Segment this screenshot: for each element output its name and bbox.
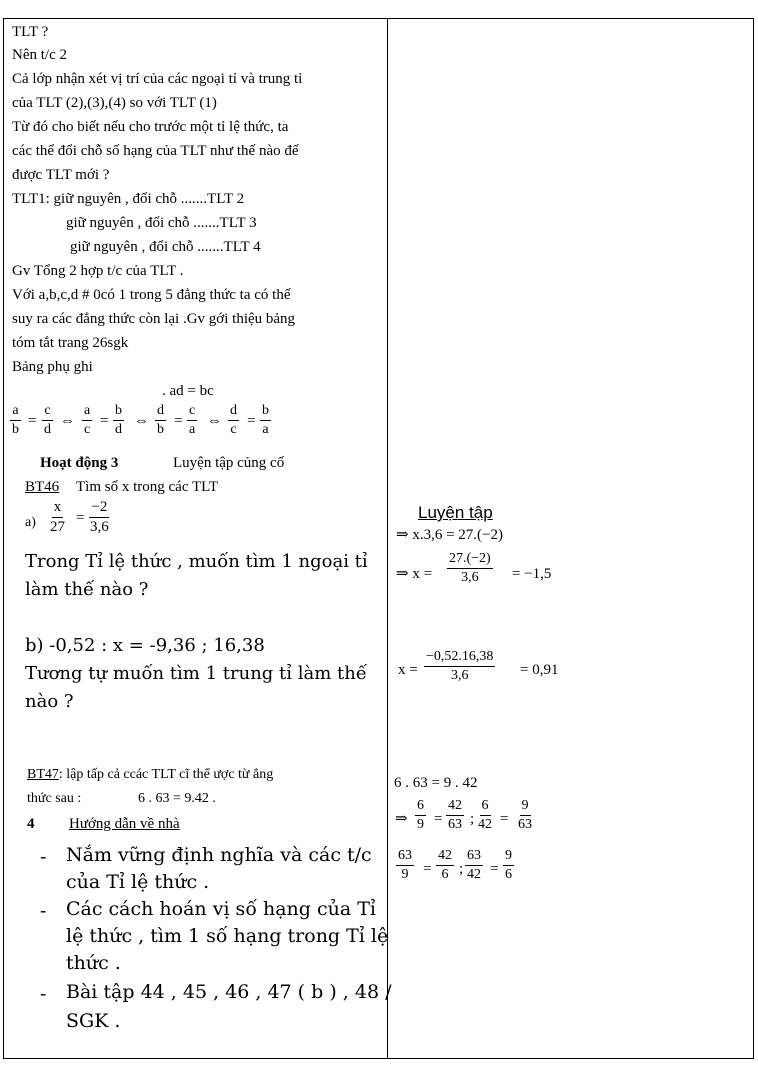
- text-line: các thể đổi chỗ số hạng của TLT như thế nào để: [12, 143, 299, 159]
- part-a-label: a): [25, 515, 36, 530]
- section-4-number: 4: [27, 816, 35, 832]
- bullet-dash: -: [40, 900, 47, 922]
- fraction: $\frac{63}{9}$: [398, 848, 412, 882]
- bullet-line: của Tỉ lệ thức .: [66, 871, 210, 893]
- fraction: $\frac{6}{42}$: [478, 798, 492, 832]
- formula-ad-bc: . ad = bc: [162, 383, 214, 399]
- question-line: Trong Tỉ lệ thức , muốn tìm 1 ngoại tỉ: [25, 551, 368, 572]
- equals-sign: =: [28, 413, 37, 429]
- equation-line: 6 . 63 = 9 . 42: [394, 775, 478, 791]
- separator: ;: [459, 861, 464, 877]
- exercise-46-label: BT46: [25, 479, 60, 495]
- fraction: $\frac{27.(-2)}{3,6}$: [449, 551, 491, 585]
- iff-sign: ⇔: [60, 413, 75, 429]
- activity-3-subtitle: Luyện tập củng cố: [173, 455, 285, 471]
- fraction: $\frac{x}{27}$: [50, 499, 65, 535]
- bullet-dash: -: [40, 846, 47, 868]
- text-line: suy ra các đẳng thức còn lại .Gv gới thiệu bảng: [12, 311, 296, 327]
- separator: ;: [470, 811, 475, 827]
- equation-line: ⇒ x.3,6 = 27.(−2): [396, 527, 503, 543]
- fraction: $\frac{63}{42}$: [467, 848, 481, 882]
- fraction: $\frac{d}{c}$: [230, 403, 237, 437]
- text-line: giữ nguyên , đổi chỗ .......TLT 4: [70, 239, 261, 255]
- bullet-line: lệ thức , tìm 1 số hạng trong Tỉ lệ: [66, 925, 389, 947]
- implies-sign: ⇒: [395, 811, 408, 827]
- exercise-47-line: [27, 768, 273, 782]
- fraction: $\frac{6}{9}$: [417, 798, 424, 832]
- text-line: tóm tắt trang 26sgk: [12, 335, 129, 351]
- column-divider: [387, 19, 388, 1058]
- exercise-47-label: BT47: [27, 767, 59, 782]
- text-line: Từ đó cho biết nếu cho trước một tỉ lệ thức, ta: [12, 119, 289, 135]
- bullet-line: Nắm vững định nghĩa và các t/c: [66, 844, 372, 866]
- exercise-47-line2: thức sau :: [27, 791, 82, 806]
- equals-sign: =: [247, 413, 256, 429]
- equals-sign: =: [174, 413, 183, 429]
- fraction: $\frac{a}{c}$: [84, 403, 91, 437]
- part-b-line: b) -0,52 : x = -9,36 ; 16,38: [25, 635, 265, 656]
- text-line: giữ nguyên , đổi chỗ .......TLT 3: [66, 215, 257, 231]
- bullet-line: Bài tập 44 , 45 , 46 , 47 ( b ) , 48 /: [66, 981, 392, 1003]
- equals-sign: =: [500, 811, 509, 827]
- exercise-46-text: Tìm số x trong các TLT: [76, 479, 219, 495]
- iff-sign: ⇔: [134, 413, 149, 429]
- bullet-line: SGK .: [66, 1010, 121, 1032]
- bullet-line: thức .: [66, 952, 121, 974]
- equation-prefix: ⇒ x =: [396, 566, 433, 582]
- equation-prefix: x =: [398, 662, 418, 678]
- equation-result: = 0,91: [520, 662, 559, 678]
- text-line: được TLT mới ?: [12, 167, 110, 183]
- question-line: Tương tự muốn tìm 1 trung tỉ làm thế: [25, 663, 367, 684]
- fraction: $\frac{-0,52.16,38}{3,6}$: [426, 649, 494, 683]
- text-line: TLT ?: [12, 24, 49, 40]
- fraction: $\frac{42}{6}$: [438, 848, 452, 882]
- iff-sign: ⇔: [207, 413, 222, 429]
- activity-3-title: Hoạt động 3: [40, 455, 119, 471]
- fraction: $\frac{9}{63}$: [518, 798, 532, 832]
- fraction: $\frac{a}{b}$: [12, 403, 19, 437]
- equals-sign: =: [434, 811, 443, 827]
- equals-sign: =: [100, 413, 109, 429]
- fraction: $\frac{c}{a}$: [189, 403, 196, 437]
- fraction: $\frac{c}{d}$: [44, 403, 51, 437]
- fraction: $\frac{9}{6}$: [505, 848, 512, 882]
- text-line: Bảng phụ ghi: [12, 359, 93, 375]
- bullet-line: Các cách hoán vị số hạng của Tỉ: [66, 898, 376, 920]
- equals-sign: =: [76, 510, 85, 526]
- fraction: $\frac{b}{a}$: [262, 403, 269, 437]
- exercise-47-equation: 6 . 63 = 9.42 .: [138, 791, 216, 806]
- question-line: nào ?: [25, 691, 74, 712]
- bullet-dash: -: [40, 983, 47, 1005]
- exercise-47-text: : lập tấp cả ccác TLT cĩ thể ược từ ẳng: [58, 767, 274, 782]
- text-line: Với a,b,c,d # 0có 1 trong 5 đẳng thức ta có thể: [12, 287, 291, 303]
- fraction: $\frac{b}{d}$: [115, 403, 122, 437]
- text-line: Cả lớp nhận xét vị trí của các ngoại tỉ và trung tỉ: [12, 71, 303, 87]
- fraction: $\frac{d}{b}$: [157, 403, 164, 437]
- text-line: Gv Tổng 2 hợp t/c của TLT .: [12, 263, 184, 279]
- equals-sign: =: [423, 861, 432, 877]
- question-line: làm thế nào ?: [25, 579, 149, 600]
- text-line: Nên t/c 2: [12, 47, 67, 63]
- fraction: $\frac{42}{63}$: [448, 798, 462, 832]
- text-line: của TLT (2),(3),(4) so với TLT (1): [12, 95, 217, 111]
- equals-sign: =: [490, 861, 499, 877]
- section-4-title: Hướng dẫn về nhà: [69, 816, 180, 832]
- practice-title: Luyện tập: [418, 503, 493, 522]
- equation-result: = −1,5: [512, 566, 552, 582]
- fraction: $\frac{-2}{3,6}$: [90, 499, 109, 535]
- text-line: TLT1: giữ nguyên , đổi chỗ .......TLT 2: [12, 191, 245, 207]
